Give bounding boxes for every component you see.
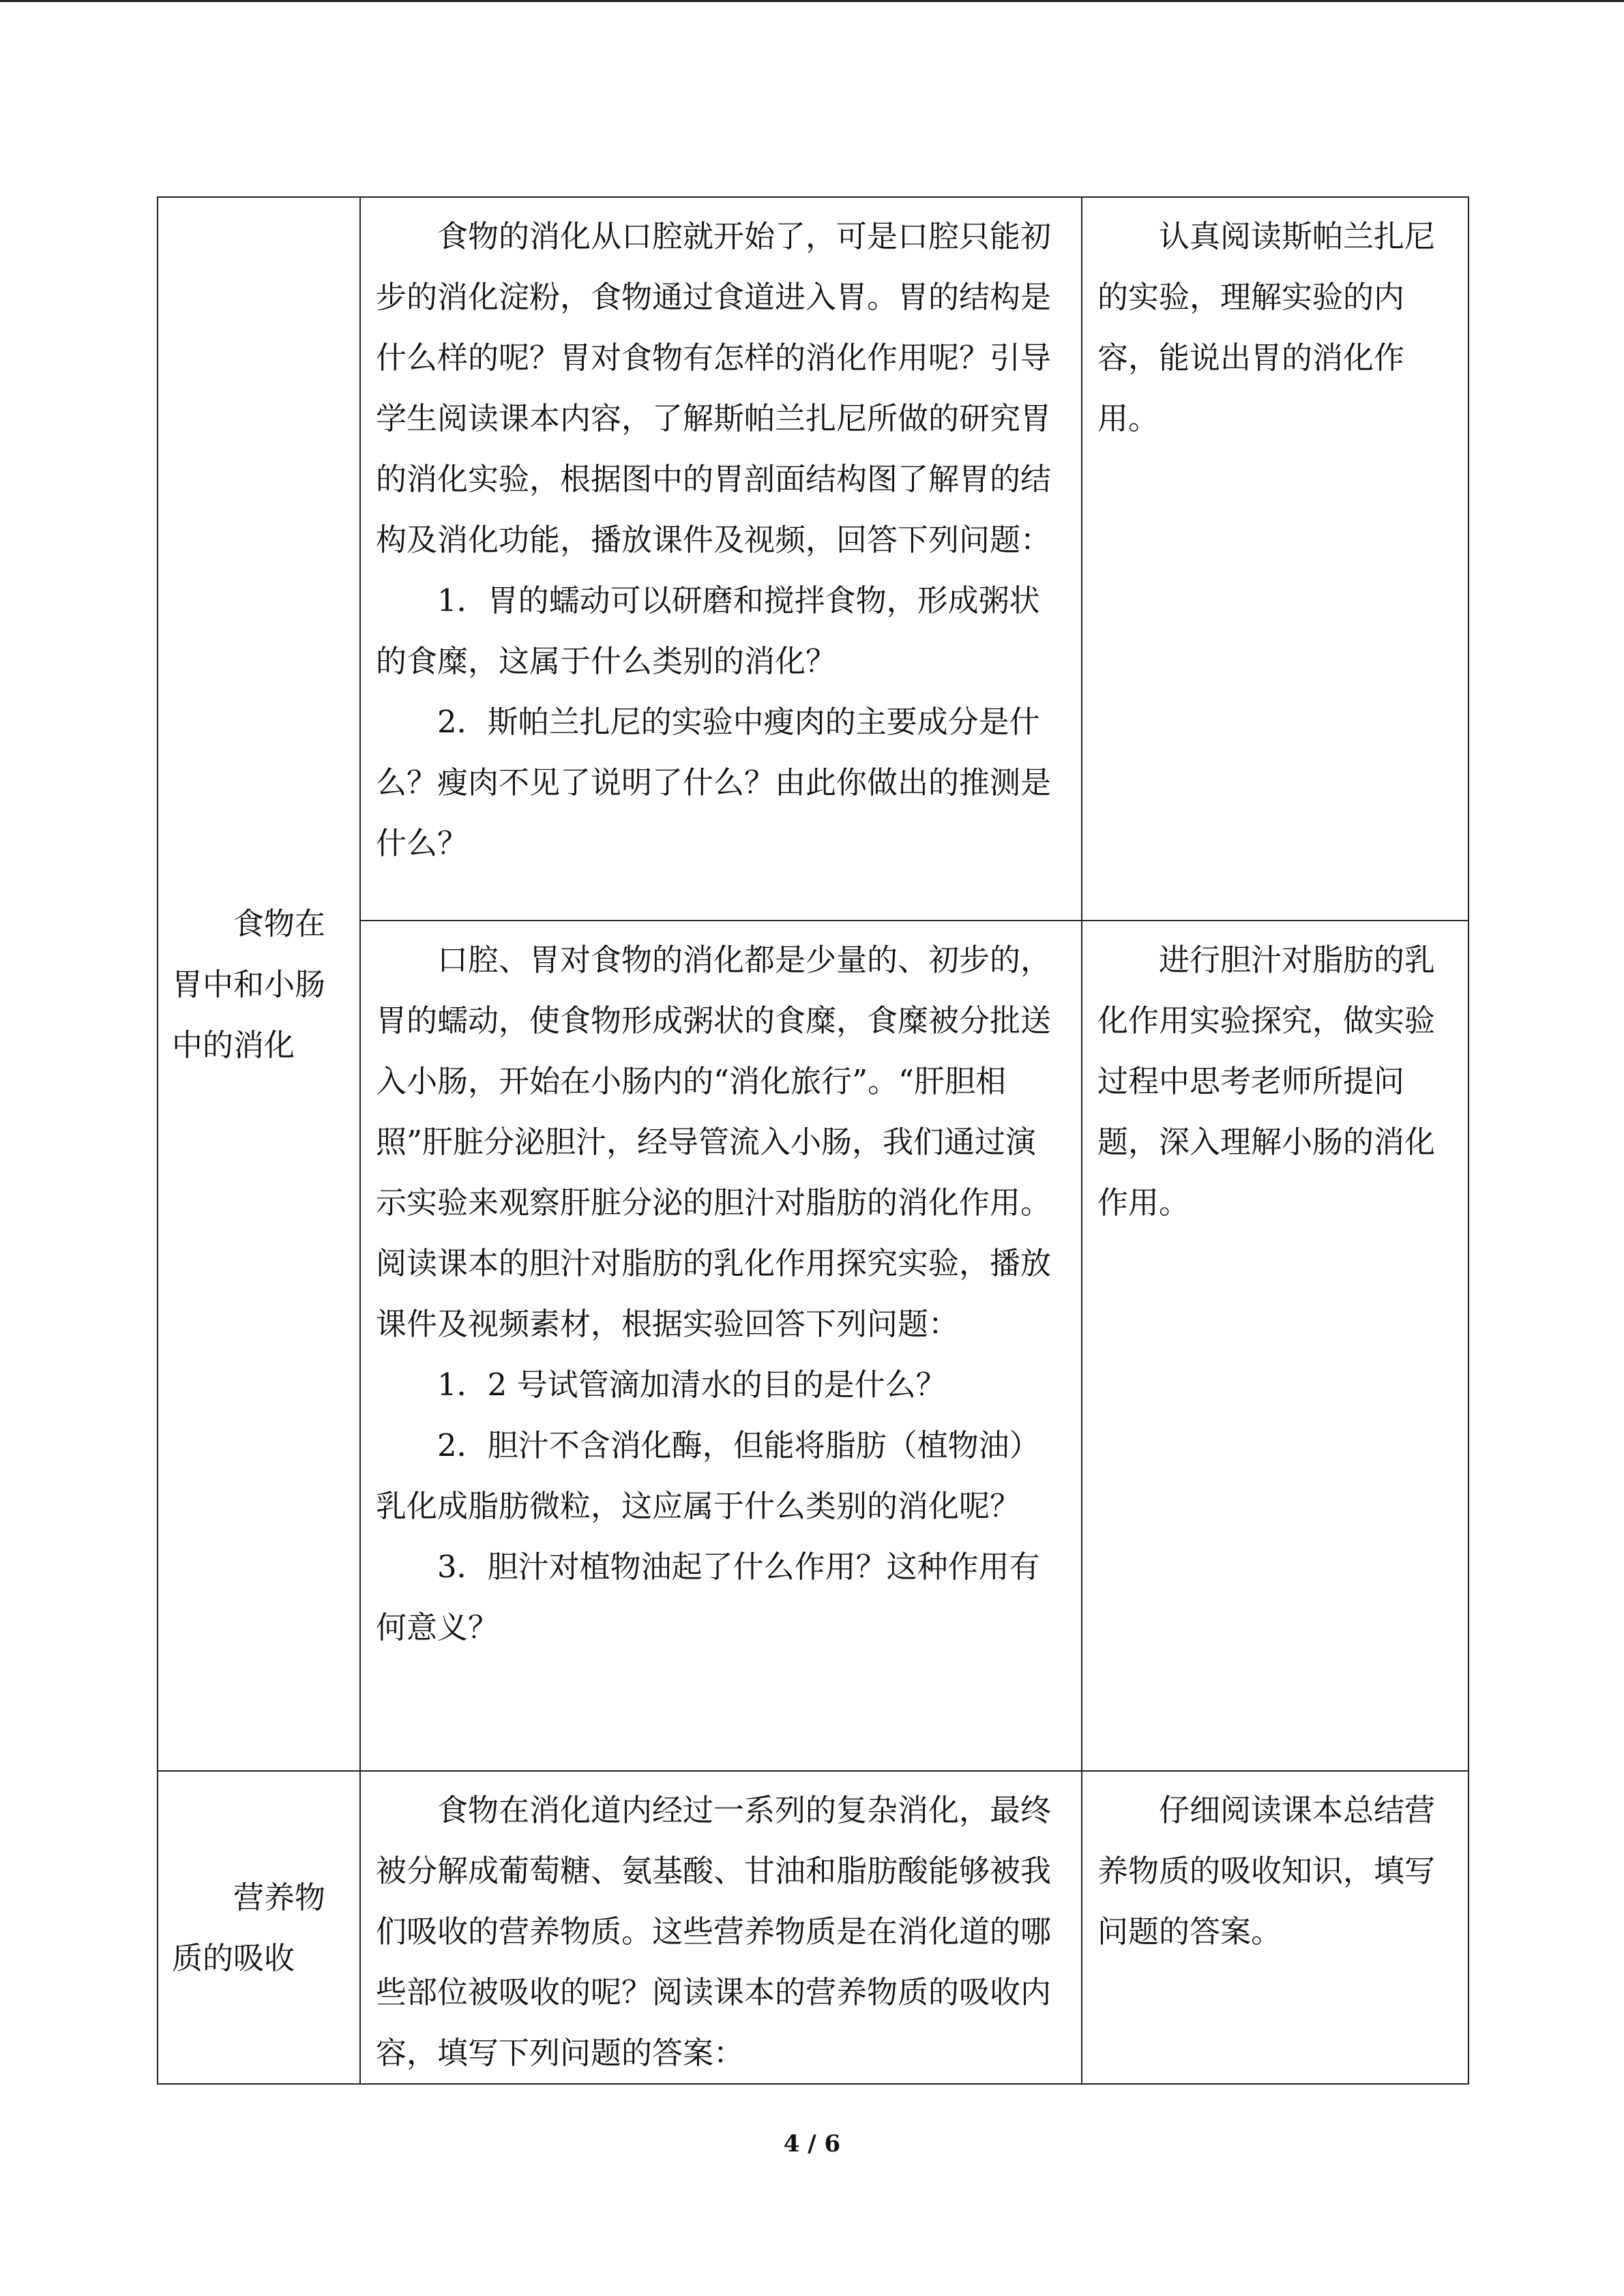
student-paragraph: 仔细阅读课本总结营养物质的吸收知识，填写问题的答案。 <box>1097 1792 1436 1950</box>
table-row <box>158 197 1468 921</box>
teacher-activity-cell <box>360 1771 1082 2084</box>
student-paragraph: 进行胆汁对脂肪的乳化作用实验探究，做实验过程中思考老师所提问题，深入理解小肠的消化作用。 <box>1097 942 1436 1221</box>
student-paragraph: 认真阅读斯帕兰扎尼的实验，理解实验的内容，能说出胃的消化作用。 <box>1097 218 1436 436</box>
top-border-line <box>0 0 1624 2</box>
student-activity-cell <box>1082 197 1468 921</box>
topic-text: 食物在胃中和小肠中的消化 <box>172 905 326 1063</box>
student-activity-cell <box>1082 921 1468 1771</box>
teacher-question: 2．斯帕兰扎尼的实验中瘦肉的主要成分是什么？瘦肉不见了说明了什么？由此你做出的推测是什么？ <box>376 704 1052 861</box>
teacher-paragraph: 食物的消化从口腔就开始了，可是口腔只能初步的消化淀粉，食物通过食道进入胃。胃的结构是什么样的呢？胃对食物有怎样的消化作用呢？引导学生阅读课本内容，了解斯帕兰扎尼所做的研究胃的消化实验，根据图中的胃剖面结构图了解胃的结构及消化功能，播放课件及视频，回答下列问题： <box>376 218 1052 558</box>
teacher-paragraph: 口腔、胃对食物的消化都是少量的、初步的，胃的蠕动，使食物形成粥状的食糜，食糜被分批送入小肠，开始在小肠内的“消化旅行”。“肝胆相照”肝脏分泌胆汁，经导管流入小肠，我们通过演示实验来观察肝脏分泌的胆汁对脂肪的消化作用。阅读课本的胆汁对脂肪的乳化作用探究实验，播放课件及视频素材，根据实验回答下列问题： <box>376 942 1052 1342</box>
lesson-plan-table <box>157 196 1469 2085</box>
teacher-activity-cell <box>360 921 1082 1771</box>
teacher-question: 1．2 号试管滴加清水的目的是什么？ <box>437 1367 947 1403</box>
teacher-question: 3．胆汁对植物油起了什么作用？这种作用有何意义？ <box>376 1549 1040 1645</box>
teacher-question: 2．胆汁不含消化酶，但能将脂肪（植物油）乳化成脂肪微粒，这应属于什么类别的消化呢？ <box>376 1427 1040 1524</box>
table-row <box>158 1771 1468 2084</box>
teacher-question: 1．胃的蠕动可以研磨和搅拌食物，形成粥状的食糜，这属于什么类别的消化？ <box>376 582 1040 679</box>
teacher-activity-cell <box>360 197 1082 921</box>
topic-text: 营养物质的吸收 <box>172 1879 326 1976</box>
topic-cell-digestion <box>158 197 360 1771</box>
page-number: 4 / 6 <box>783 2130 841 2158</box>
topic-cell-absorption <box>158 1771 360 2084</box>
student-activity-cell <box>1082 1771 1468 2084</box>
teacher-paragraph: 食物在消化道内经过一系列的复杂消化，最终被分解成葡萄糖、氨基酸、甘油和脂肪酸能够被我们吸收的营养物质。这些营养物质是在消化道的哪些部位被吸收的呢？阅读课本的营养物质的吸收内容，填写下列问题的答案： <box>376 1792 1052 2071</box>
